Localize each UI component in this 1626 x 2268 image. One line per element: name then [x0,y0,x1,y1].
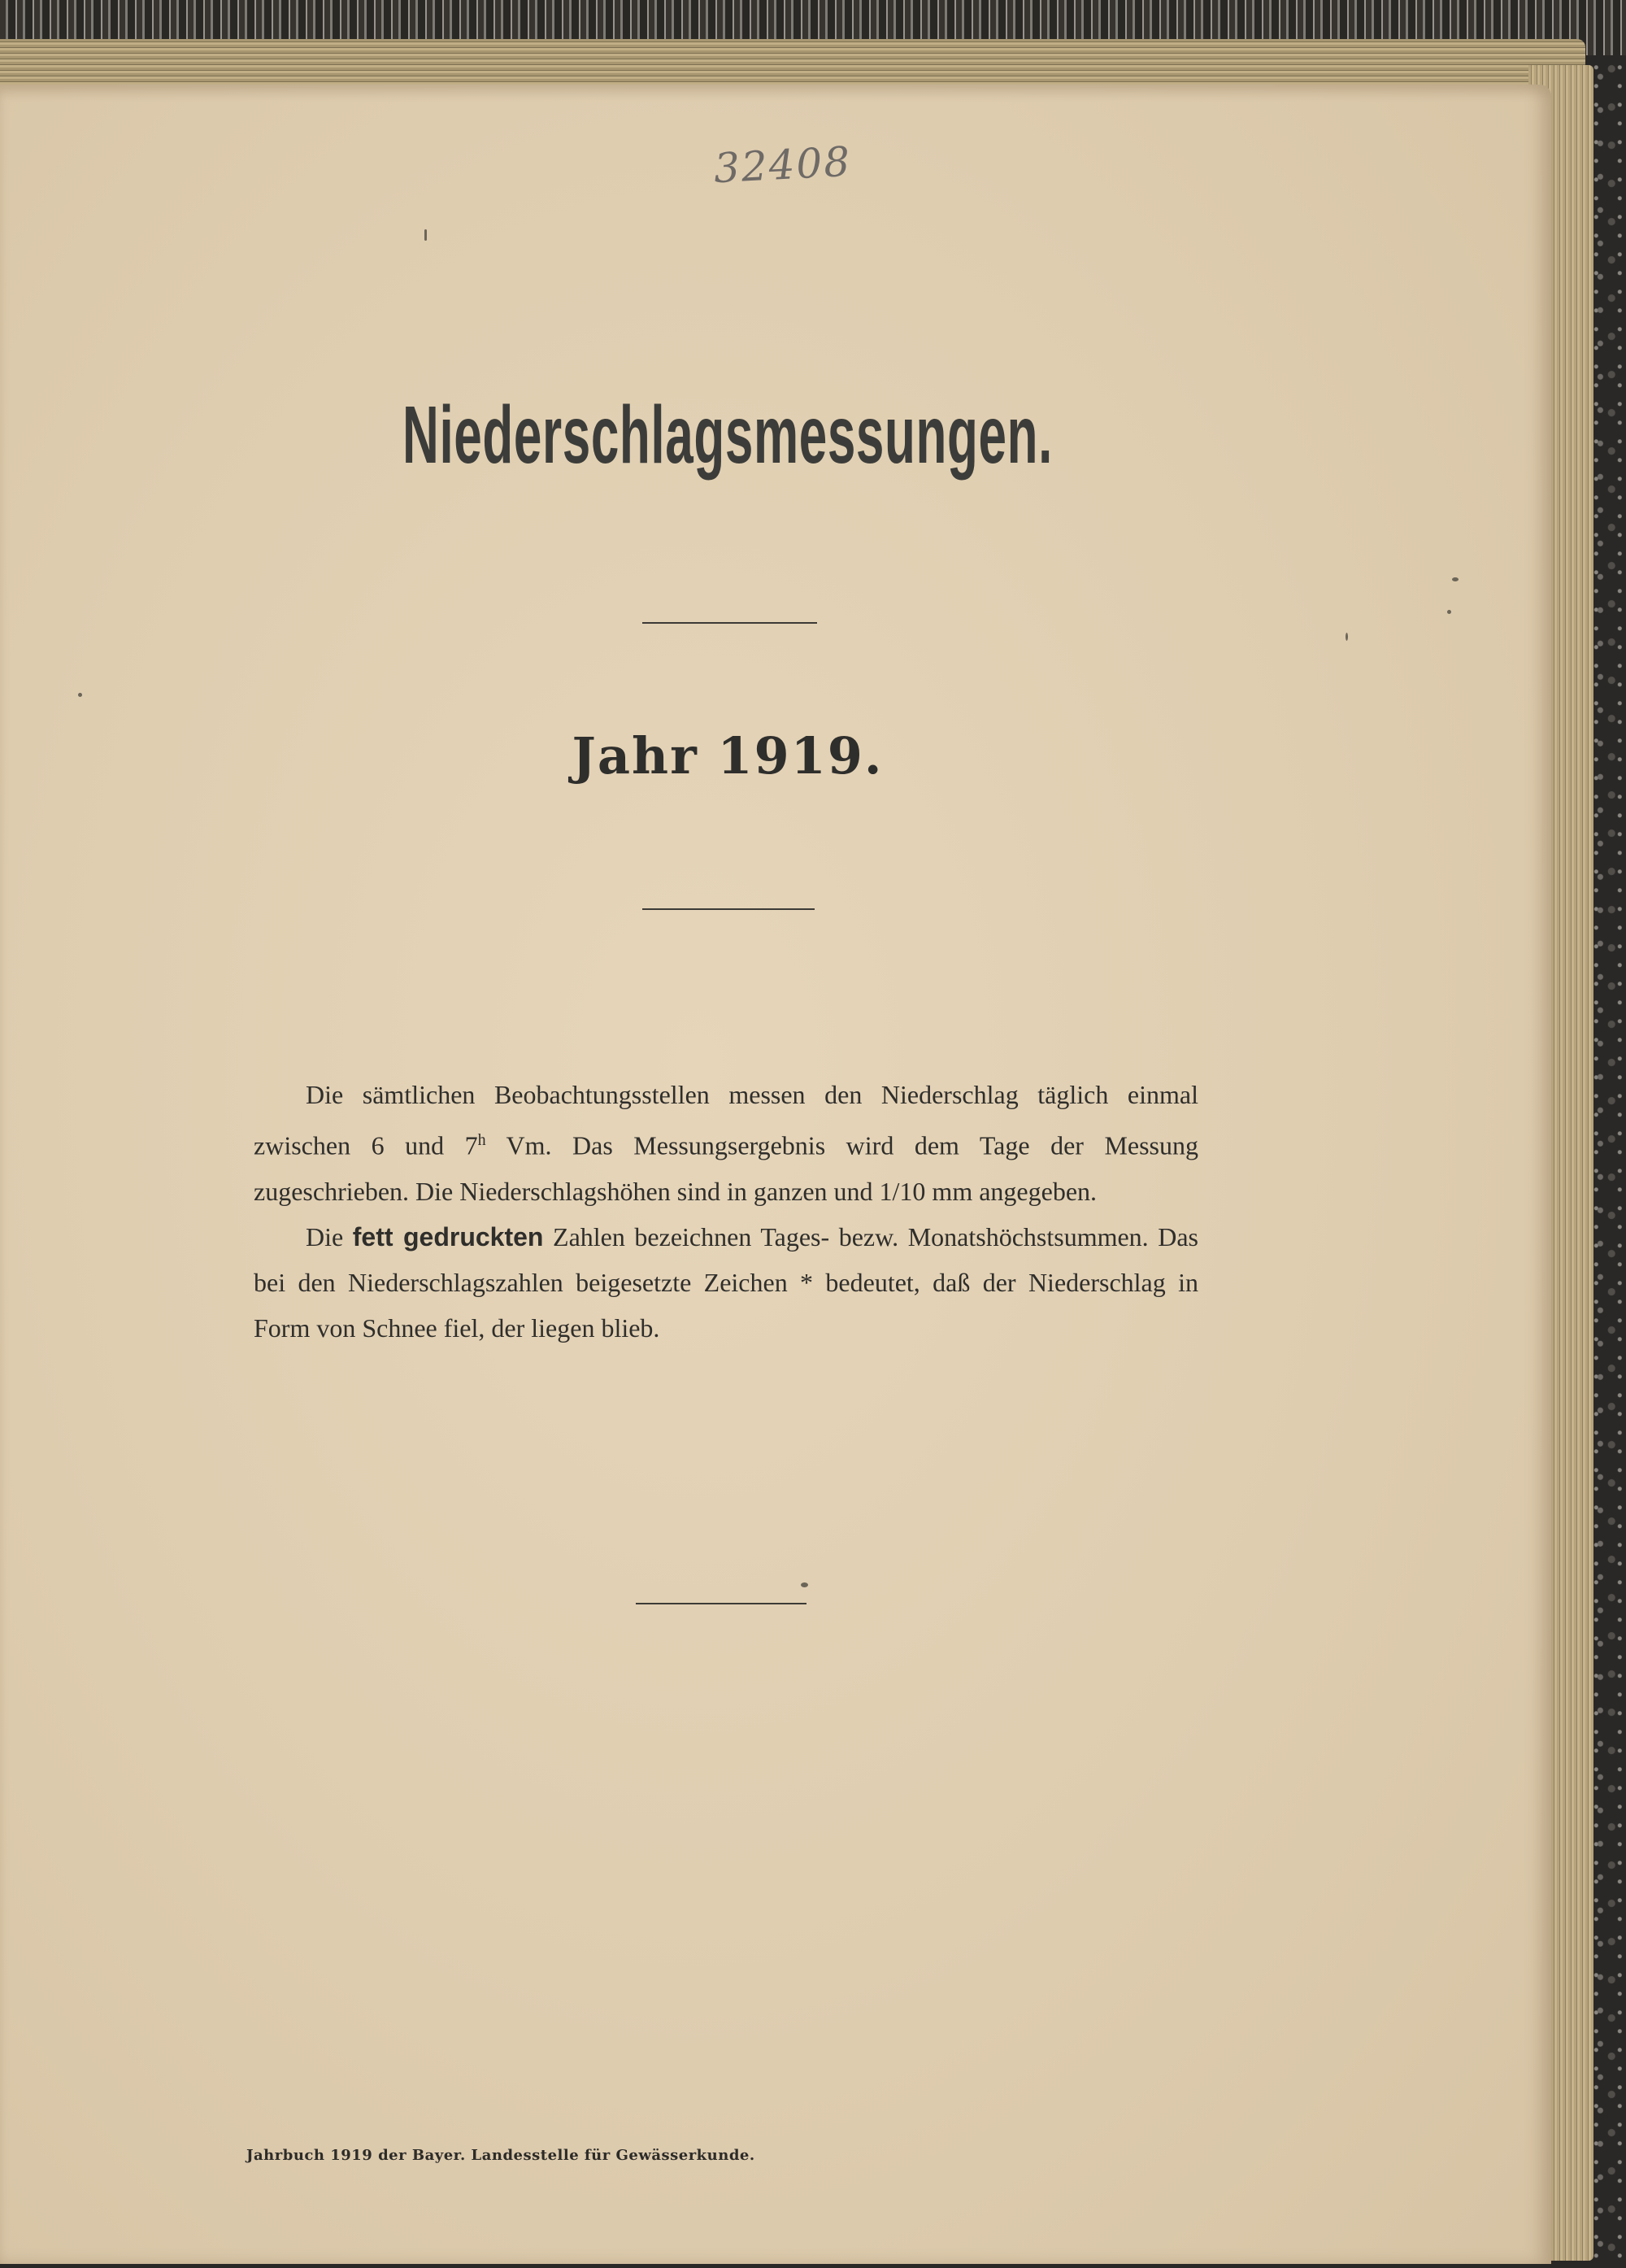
divider-rule [642,622,817,624]
paper-speck [424,229,427,241]
divider-rule [636,1603,806,1604]
paragraph-notation [254,1214,1198,1351]
paper-speck [1447,610,1451,614]
paragraph-text: Vm. Das Messungsergebnis wird dem Tage der Messung zugeschrieben. Die Niederschlagshöhen sind in ganzen und [254,1130,1199,1206]
year-heading: Jahr 1919. [572,726,884,786]
paper-speck [78,693,82,697]
hour-superscript: h [477,1131,486,1149]
paragraph-text: mm angegeben. [925,1176,1098,1206]
paper-speck [1346,633,1348,641]
paper-speck [1452,577,1459,581]
paragraph-measurement [254,1072,1198,1214]
divider-rule [642,908,815,910]
page-stack-top-edge [0,39,1585,91]
paragraph-text: Die [306,1221,353,1252]
paper-speck [801,1582,808,1587]
explanatory-text [254,1072,1198,1351]
bold-emphasis: fett gedruckten [352,1221,544,1252]
paragraph-text: Die sämtlichen Beobachtungsstellen messen den Niederschlag täglich einmal zwischen 6 und 7 [254,1080,1198,1160]
fraction-tenth: 1/10 [879,1176,926,1206]
paragraph-text: Zahlen bezeichnen Tages- bezw. Monatshöchstsummen. Das bei den Niederschlagszahlen beigesetzte Zeichen * bedeutet, daß der Niederschlag in Form von Schnee fiel, der liegen blieb. [254,1221,1199,1343]
handwritten-inventory-number: 32408 [712,137,853,193]
page-footer: Jahrbuch 1919 der Bayer. Landesstelle für Gewässerkunde. [246,2147,755,2164]
page-title: Niederschlagsmessungen. [402,390,1053,481]
